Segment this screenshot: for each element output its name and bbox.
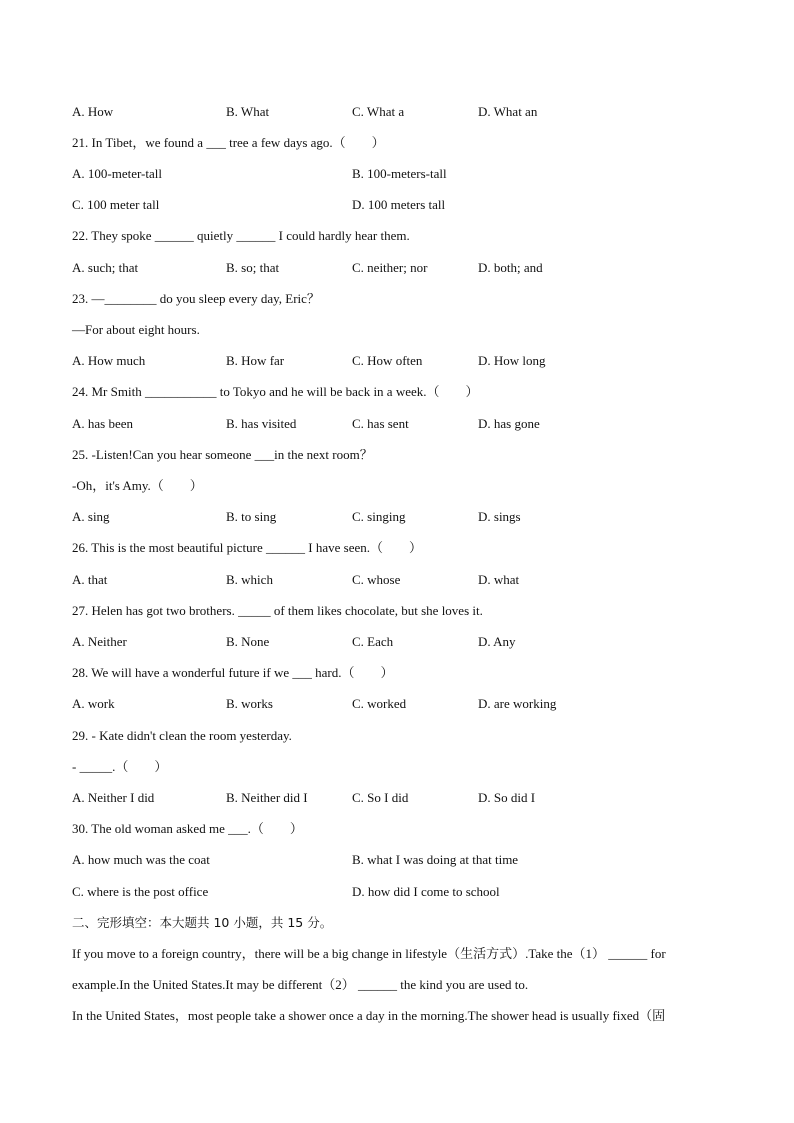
q27-option-b: B. None (226, 634, 270, 649)
q23-option-b: B. How far (226, 353, 285, 368)
q30-option-c: C. where is the post office (72, 884, 209, 899)
q21-option-b: B. 100-meters-tall (352, 166, 447, 181)
q23-option-d: D. How long (478, 353, 546, 368)
q29-option-d: D. So did I (478, 790, 536, 805)
q30-option-a: A. how much was the coat (72, 852, 210, 867)
q25-option-c: C. singing (352, 509, 406, 524)
q24-option-a: A. has been (72, 416, 134, 431)
q21-option-d: D. 100 meters tall (352, 197, 446, 212)
q23-option-c: C. How often (352, 353, 423, 368)
q26-option-a: A. that (72, 572, 108, 587)
q28-option-c: C. worked (352, 696, 407, 711)
passage-line: example.In the United States.It may be different（2） ______ the kind you are used to. (72, 977, 529, 992)
q26-option-d: D. what (478, 572, 520, 587)
q28-option-a: A. work (72, 696, 115, 711)
q26-option-b: B. which (226, 572, 273, 587)
q24-option-d: D. has gone (478, 416, 540, 431)
passage-line: In the United States，most people take a shower once a day in the morning.The shower head is usually fixed（固 (72, 1008, 666, 1023)
q22-option-c: C. neither; nor (352, 260, 428, 275)
q22-option-d: D. both; and (478, 260, 543, 275)
q28-option-b: B. works (226, 696, 273, 711)
q25-stem: 25. -Listen!Can you hear someone ___in the next room？ (72, 447, 373, 462)
q29-option-b: B. Neither did I (226, 790, 308, 805)
q24-option-c: C. has sent (352, 416, 409, 431)
q22-option-b: B. so; that (226, 260, 280, 275)
q22-option-a: A. such; that (72, 260, 139, 275)
q24-option-b: B. has visited (226, 416, 297, 431)
q21-option-a: A. 100-meter-tall (72, 166, 162, 181)
q20-option-d: D. What an (478, 104, 538, 119)
q27-option-d: D. Any (478, 634, 516, 649)
q30-option-d: D. how did I come to school (352, 884, 500, 899)
passage-line: If you move to a foreign country，there will be a big change in lifestyle（生活方式）.Take the（1） ______ for (72, 946, 666, 961)
q29-option-c: C. So I did (352, 790, 409, 805)
q23-option-a: A. How much (72, 353, 146, 368)
q30-option-b: B. what I was doing at that time (352, 852, 519, 867)
q29-stem: 29. - Kate didn't clean the room yesterday. (72, 728, 292, 743)
q29-option-a: A. Neither I did (72, 790, 155, 805)
q21-stem: 21. In Tibet，we found a ___ tree a few days ago.（ ） (72, 135, 385, 150)
q22-stem: 22. They spoke ______ quietly ______ I could hardly hear them. (72, 228, 410, 243)
q20-option-a: A. How (72, 104, 114, 119)
q24-stem: 24. Mr Smith ___________ to Tokyo and he will be back in a week.（ ） (72, 384, 479, 399)
q29-reply: - _____.（ ） (72, 759, 168, 774)
q28-stem: 28. We will have a wonderful future if we ___ hard.（ ） (72, 665, 394, 680)
q25-reply: -Oh，it's Amy.（ ） (72, 478, 203, 493)
q30-stem: 30. The old woman asked me ___.（ ） (72, 821, 303, 836)
q20-option-b: B. What (226, 104, 270, 119)
q27-option-a: A. Neither (72, 634, 127, 649)
section-title: 二、完形填空：本大题共 10 小题，共 15 分。 (72, 915, 333, 930)
q25-option-b: B. to sing (226, 509, 277, 524)
q21-option-c: C. 100 meter tall (72, 197, 160, 212)
q28-option-d: D. are working (478, 696, 557, 711)
q26-stem: 26. This is the most beautiful picture ______ I have seen.（ ） (72, 540, 422, 555)
q20-option-c: C. What a (352, 104, 405, 119)
q27-stem: 27. Helen has got two brothers. _____ of them likes chocolate, but she loves it. (72, 603, 483, 618)
q23-reply: —For about eight hours. (72, 322, 200, 337)
q27-option-c: C. Each (352, 634, 394, 649)
q25-option-a: A. sing (72, 509, 110, 524)
q23-stem: 23. —________ do you sleep every day, Eric？ (72, 291, 320, 306)
q26-option-c: C. whose (352, 572, 401, 587)
q25-option-d: D. sings (478, 509, 521, 524)
